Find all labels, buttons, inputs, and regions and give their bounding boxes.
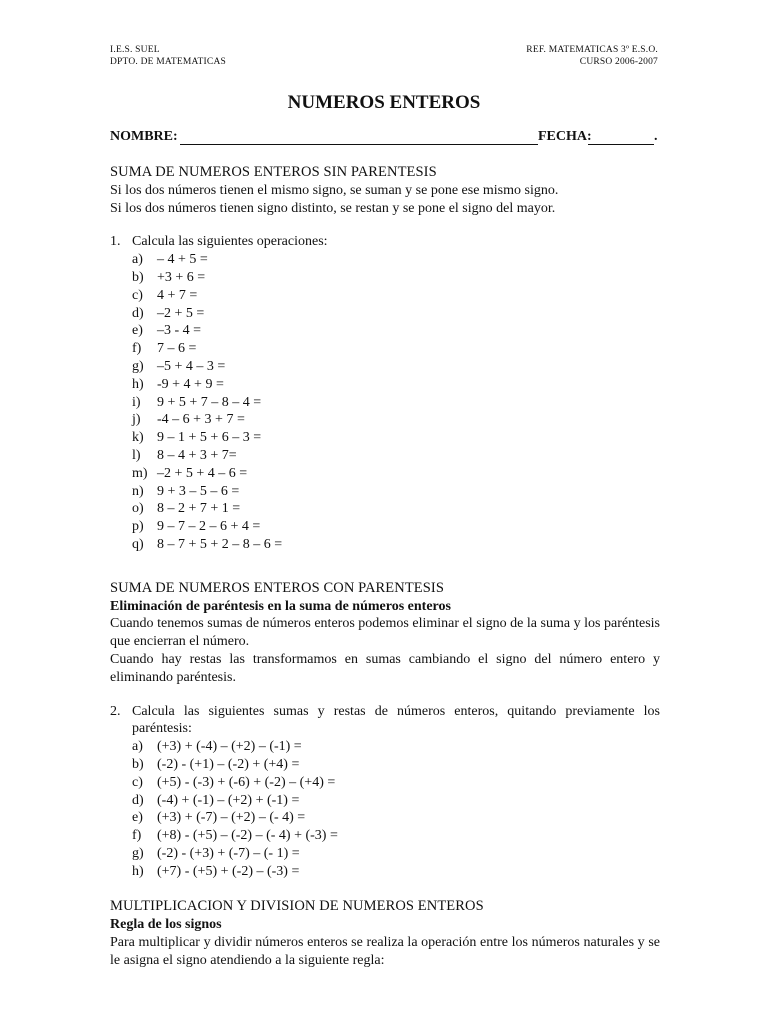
exercise-item xyxy=(132,358,660,376)
exercise-letter: f) xyxy=(132,828,142,844)
exercise-letter: b) xyxy=(132,269,144,285)
exercise-item xyxy=(132,756,660,774)
section1-rule-1: Si los dos números tienen el mismo signo, se suman y se pone ese mismo signo. xyxy=(110,182,559,198)
spacer xyxy=(110,687,660,703)
exercise-item xyxy=(132,376,660,394)
exercise-letter: n) xyxy=(132,483,144,499)
header-left xyxy=(110,44,226,68)
question-2-text: Calcula las siguientes sumas y restas de números enteros, quitando previamente los paréntesis: xyxy=(132,703,660,737)
exercise-letter: o) xyxy=(132,501,144,517)
exercise-item xyxy=(132,863,660,881)
exercise-item xyxy=(132,394,660,412)
exercise-expression: 9 – 1 + 5 + 6 – 3 = xyxy=(157,430,262,446)
section2-heading: SUMA DE NUMEROS ENTEROS CON PARENTESIS xyxy=(110,579,444,596)
exercise-expression: 9 + 5 + 7 – 8 – 4 = xyxy=(157,394,262,410)
question-1 xyxy=(110,233,660,251)
exercise-letter: b) xyxy=(132,756,144,772)
exercise-item xyxy=(132,536,660,554)
exercise-item xyxy=(132,792,660,810)
section2-paragraph-1: Cuando tenemos sumas de números enteros podemos eliminar el signo de la suma y los paréntesis que encierran el número. xyxy=(110,616,660,650)
exercise-letter: a) xyxy=(132,252,143,268)
exercise-expression: (+3) + (-4) – (+2) – (-1) = xyxy=(157,739,302,755)
exercise-letter: q) xyxy=(132,536,144,552)
exercise-expression: 9 – 7 – 2 – 6 + 4 = xyxy=(157,519,261,535)
exercise-list-1 xyxy=(110,251,660,554)
question-1-number: 1. xyxy=(110,234,121,250)
exercise-letter: a) xyxy=(132,739,143,755)
student-info-row xyxy=(110,129,658,147)
exercise-item xyxy=(132,518,660,536)
exercise-item xyxy=(132,465,660,483)
section1-heading: SUMA DE NUMEROS ENTEROS SIN PARENTESIS xyxy=(110,164,437,180)
section3-paragraph: Para multiplicar y dividir números enteros se realiza la operación entre los números naturales y se le asigna el signo atendiendo a la siguiente regla: xyxy=(110,935,660,968)
exercise-expression: +3 + 6 = xyxy=(157,269,206,285)
exercise-expression: (-2) - (+3) + (-7) – (- 1) = xyxy=(157,845,300,861)
exercise-letter: h) xyxy=(132,376,144,392)
exercise-item xyxy=(132,845,660,863)
nombre-label: NOMBRE: xyxy=(110,129,178,144)
exercise-expression: -4 – 6 + 3 + 7 = xyxy=(157,412,245,428)
question-2 xyxy=(110,703,660,739)
exercise-letter: h) xyxy=(132,863,144,879)
fecha-blank-line xyxy=(588,144,654,145)
question-2-number: 2. xyxy=(110,703,121,719)
fecha-end-mark: . xyxy=(654,129,658,144)
exercise-expression: 9 + 3 – 5 – 6 = xyxy=(157,483,240,499)
exercise-item xyxy=(132,483,660,501)
section3-heading: MULTIPLICACION Y DIVISION DE NUMEROS ENTEROS xyxy=(110,898,484,915)
section1-rule-2: Si los dos números tienen signo distinto, se restan y se pone el signo del mayor. xyxy=(110,200,556,216)
department-name: DPTO. DE MATEMATICAS xyxy=(110,57,226,67)
page-title: NUMEROS ENTEROS xyxy=(287,92,481,113)
exercise-list-2 xyxy=(110,738,660,880)
exercise-item xyxy=(132,287,660,305)
exercise-expression: 7 – 6 = xyxy=(157,341,197,357)
spacer xyxy=(110,554,660,580)
section3-subheading: Regla de los signos xyxy=(110,917,222,933)
exercise-letter: d) xyxy=(132,792,144,808)
exercise-item xyxy=(132,305,660,323)
exercise-letter: g) xyxy=(132,845,144,861)
exercise-letter: p) xyxy=(132,519,144,535)
header-right xyxy=(526,44,658,68)
exercise-item xyxy=(132,322,660,340)
exercise-letter: j) xyxy=(132,412,141,428)
exercise-expression: – 4 + 5 = xyxy=(157,252,208,268)
exercise-letter: c) xyxy=(132,774,143,790)
section2-subheading: Eliminación de paréntesis en la suma de números enteros xyxy=(110,598,451,614)
exercise-expression: –3 - 4 = xyxy=(157,323,202,339)
worksheet-body xyxy=(110,164,660,970)
exercise-item xyxy=(132,269,660,287)
spacer xyxy=(110,217,660,233)
course-reference: REF. MATEMATICAS 3º E.S.O. xyxy=(526,45,658,55)
exercise-expression: 8 – 2 + 7 + 1 = xyxy=(157,501,241,517)
exercise-item xyxy=(132,251,660,269)
exercise-letter: e) xyxy=(132,810,143,826)
exercise-letter: e) xyxy=(132,323,143,339)
exercise-expression: –5 + 4 – 3 = xyxy=(157,358,226,374)
school-year: CURSO 2006-2007 xyxy=(579,57,658,67)
exercise-expression: 8 – 4 + 3 + 7= xyxy=(157,447,237,463)
exercise-expression: (-4) + (-1) – (+2) + (-1) = xyxy=(157,792,300,808)
exercise-expression: (+8) - (+5) – (-2) – (- 4) + (-3) = xyxy=(157,828,338,844)
exercise-expression: 4 + 7 = xyxy=(157,287,198,303)
exercise-item xyxy=(132,774,660,792)
exercise-item xyxy=(132,827,660,845)
exercise-letter: l) xyxy=(132,447,141,463)
exercise-letter: d) xyxy=(132,305,144,321)
exercise-letter: k) xyxy=(132,430,144,446)
exercise-expression: 8 – 7 + 5 + 2 – 8 – 6 = xyxy=(157,536,283,552)
exercise-letter: g) xyxy=(132,358,144,374)
exercise-letter: i) xyxy=(132,394,141,410)
exercise-expression: (+7) - (+5) + (-2) – (-3) = xyxy=(157,863,300,879)
exercise-item xyxy=(132,411,660,429)
exercise-expression: (-2) - (+1) – (-2) + (+4) = xyxy=(157,756,300,772)
exercise-letter: m) xyxy=(132,465,148,481)
exercise-item xyxy=(132,500,660,518)
exercise-expression: (+5) - (-3) + (-6) + (-2) – (+4) = xyxy=(157,774,336,790)
exercise-expression: –2 + 5 + 4 – 6 = xyxy=(157,465,248,481)
exercise-item xyxy=(132,447,660,465)
school-name: I.E.S. SUEL xyxy=(110,45,160,55)
exercise-item xyxy=(132,340,660,358)
exercise-expression: (+3) + (-7) – (+2) – (- 4) = xyxy=(157,810,306,826)
exercise-item xyxy=(132,809,660,827)
nombre-blank-line xyxy=(180,144,538,145)
exercise-expression: –2 + 5 = xyxy=(157,305,205,321)
section2-paragraph-2: Cuando hay restas las transformamos en sumas cambiando el signo del número entero y eliminando paréntesis. xyxy=(110,651,660,685)
exercise-item xyxy=(132,738,660,756)
spacer xyxy=(110,880,660,898)
fecha-label: FECHA: xyxy=(538,129,592,144)
question-1-text: Calcula las siguientes operaciones: xyxy=(132,234,328,250)
exercise-item xyxy=(132,429,660,447)
exercise-letter: f) xyxy=(132,341,142,357)
exercise-letter: c) xyxy=(132,287,143,303)
exercise-expression: -9 + 4 + 9 = xyxy=(157,376,224,392)
